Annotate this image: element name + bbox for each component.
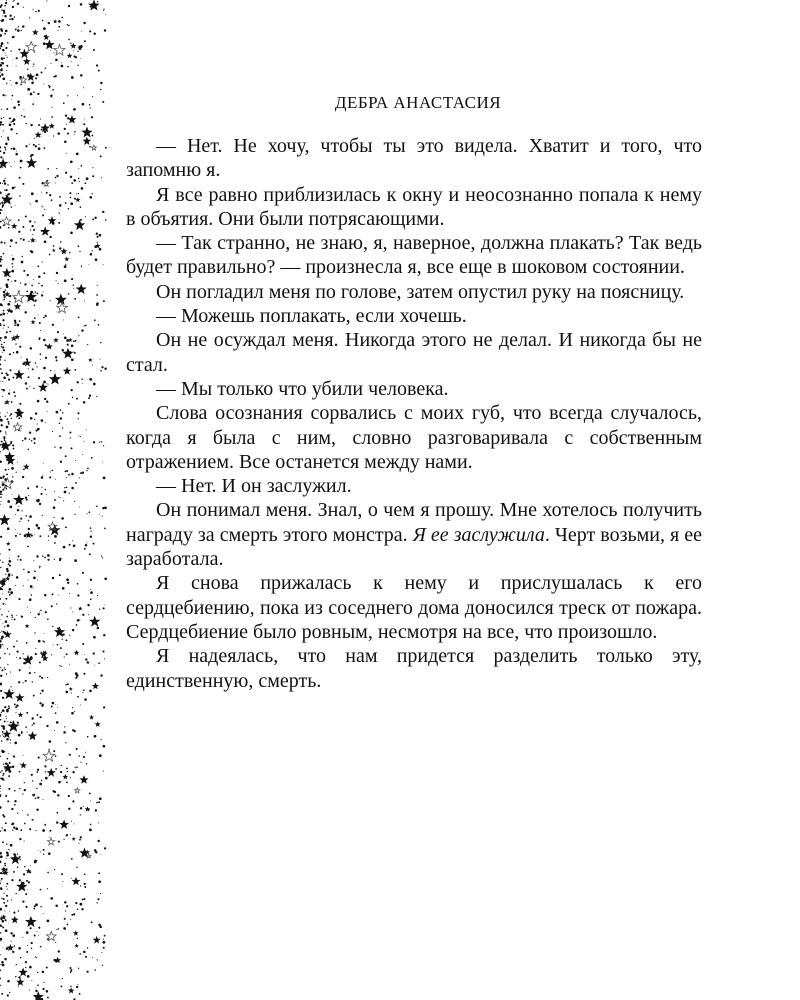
paragraph (126, 304, 702, 328)
paragraph (126, 134, 702, 183)
star-border-decoration (0, 0, 108, 1000)
paragraph-text: Он понимал меня. Знал, о чем я прошу. Мне хотелось получить награду за смерть этого монстра. (126, 499, 702, 546)
paragraph-text: . Черт возьми, я ее заработала. (126, 523, 703, 571)
paragraph-text: Он погладил меня по голове, затем опустил руку на поясницу. (156, 280, 685, 303)
paragraph (126, 231, 702, 280)
paragraph-text: — Нет. И он заслужил. (156, 475, 352, 498)
paragraph-text: Он не осуждал меня. Никогда этого не делал. И никогда бы не стал. (126, 329, 702, 376)
paragraph (126, 328, 702, 377)
paragraph (126, 498, 702, 571)
paragraph-text: Я все равно приблизилась к окну и неосознанно попала к нему в объятия. Они были потрясающими. (126, 183, 702, 230)
paragraph (126, 571, 702, 644)
paragraph (126, 644, 702, 693)
paragraph-text: Слова осознания сорвались с моих губ, что всегда случалось, когда я была с ним, словно разговаривала с собственным отражением. Все останется между нами. (126, 402, 702, 473)
stars-pattern (0, 0, 108, 1000)
paragraph (126, 280, 702, 304)
paragraph (126, 183, 702, 232)
paragraph-text: — Нет. Не хочу, чтобы ты это видела. Хватит и того, что запомню я. (126, 135, 702, 182)
paragraph-text: — Мы только что убили человека. (156, 377, 449, 400)
paragraph-text: Я снова прижалась к нему и прислушалась к его сердцебиению, пока из соседнего дома доносился треск от пожара. Сердцебиение было ровным, несмотря на все, что произошло. (126, 572, 702, 643)
paragraph (126, 377, 702, 401)
paragraph (126, 474, 702, 498)
paragraph-text: Я надеялась, что нам придется разделить только эту, единственную, смерть. (126, 645, 702, 692)
italic-text: Я ее заслужила (412, 523, 545, 546)
paragraph-text: — Так странно, не знаю, я, наверное, должна плакать? Так ведь будет правильно? — произнесла я, все еще в шоковом состоянии. (126, 232, 702, 279)
running-header: ДЕБРА АНАСТАСИЯ (334, 93, 502, 112)
paragraph (126, 401, 702, 474)
paragraph-text: — Можешь поплакать, если хочешь. (156, 305, 467, 328)
body-text (126, 134, 702, 693)
